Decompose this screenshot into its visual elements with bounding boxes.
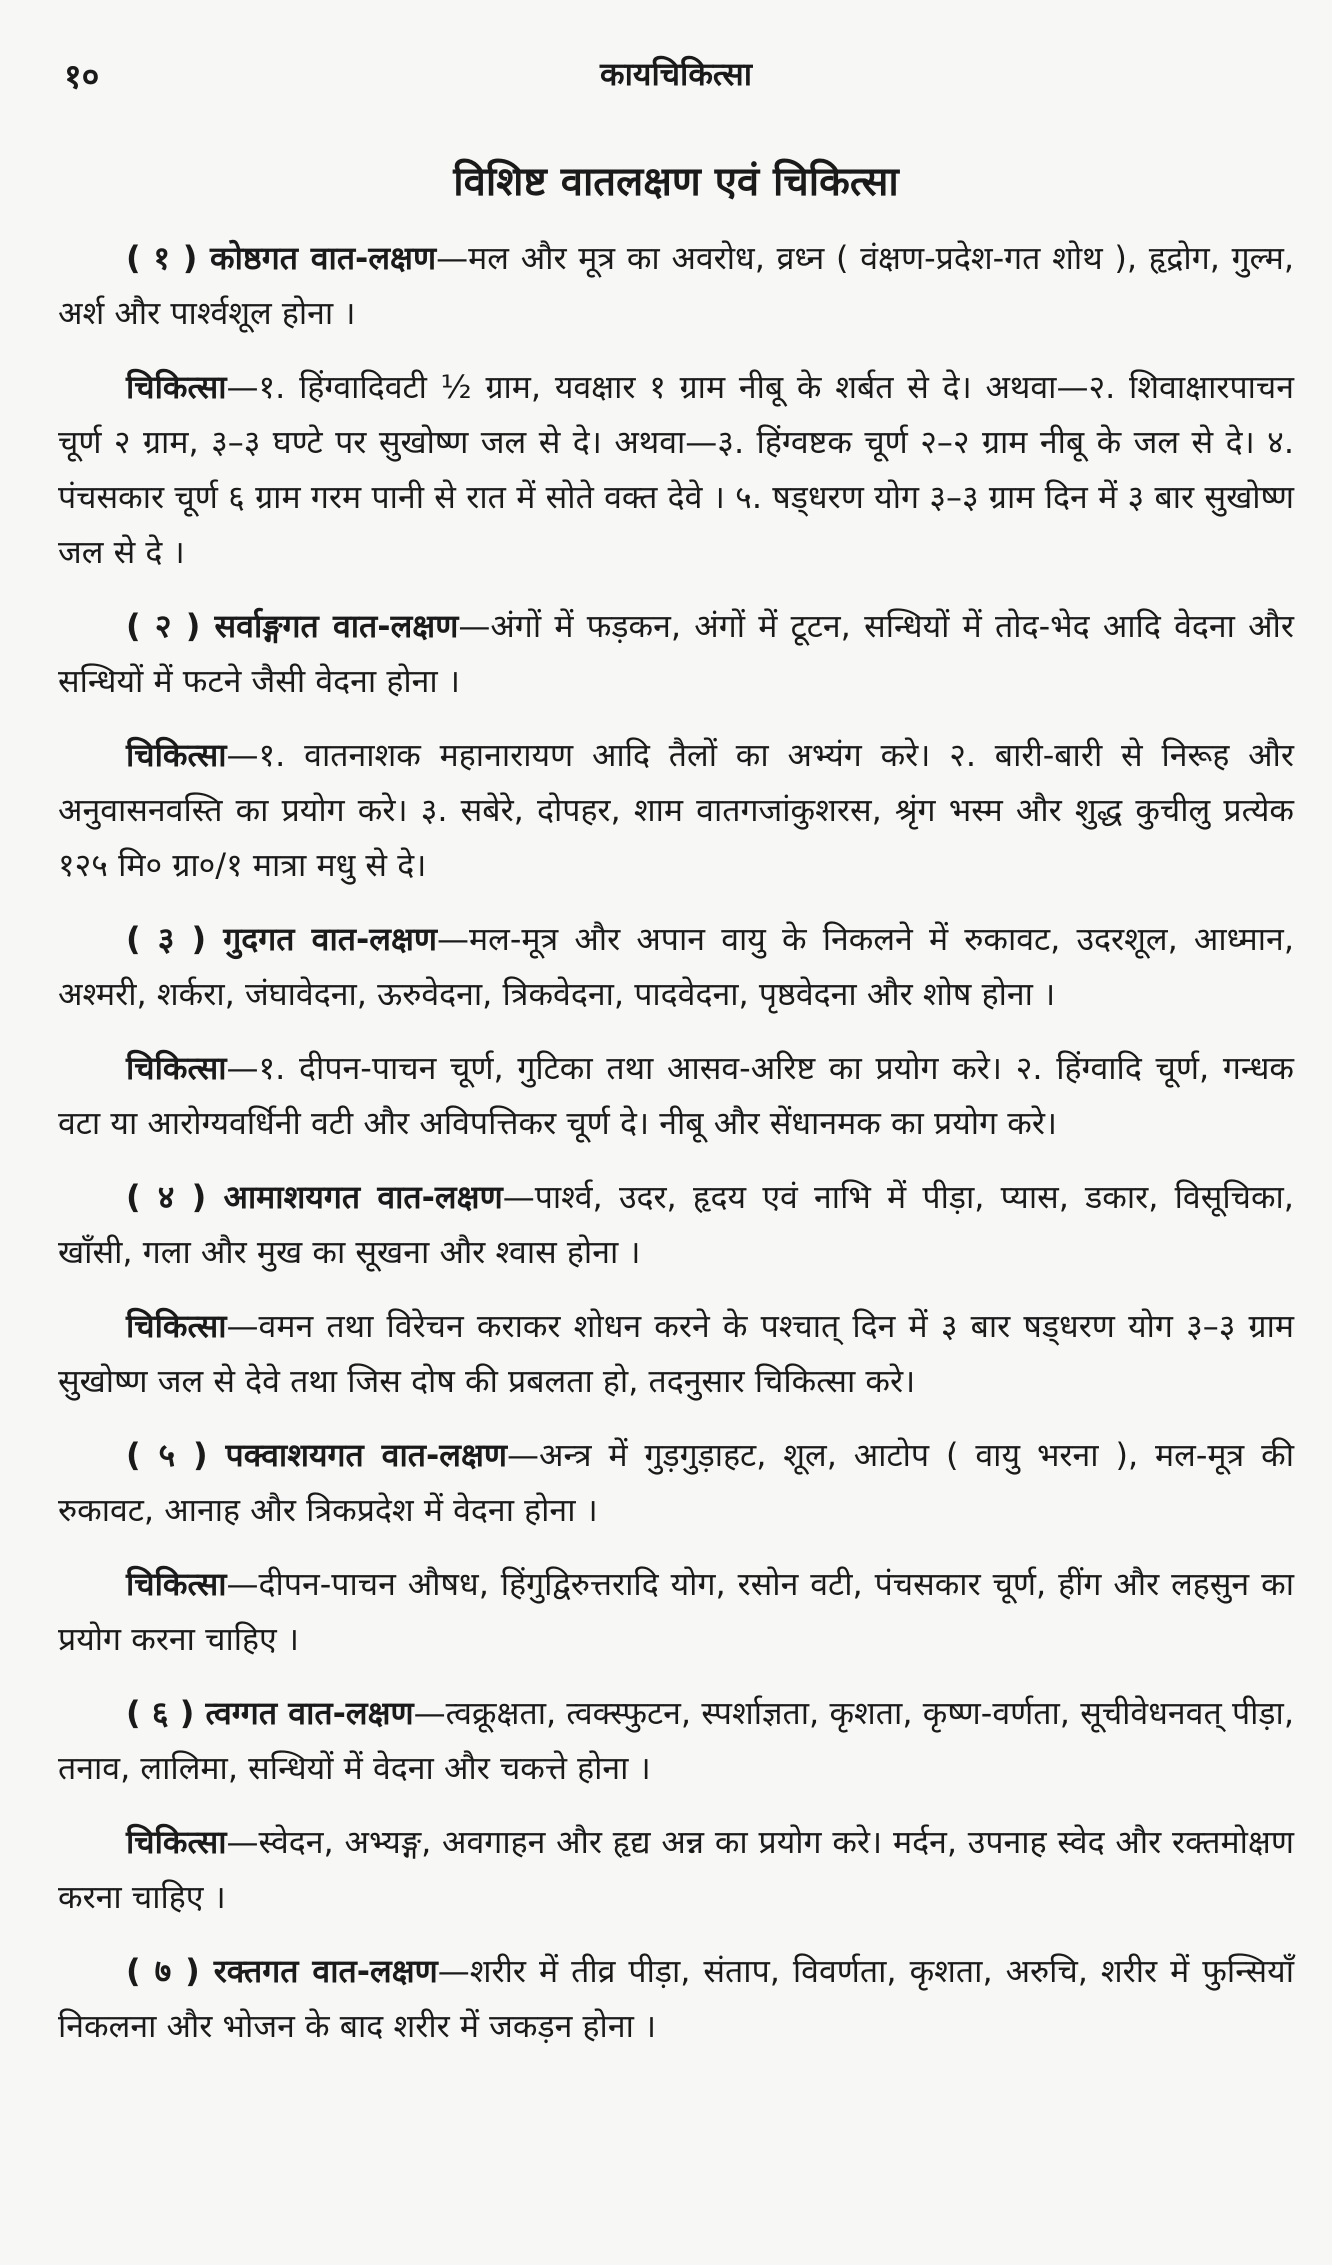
paragraph-text: —स्वेदन, अभ्यङ्ग, अवगाहन और हृद्य अन्न का प्रयोग करे। मर्दन, उपनाह स्वेद और रक्तमोक्षण करना चाहिए । [58,1823,1294,1916]
paragraph [58,1041,1294,1151]
page-number: १० [64,57,100,97]
page-body [58,231,1294,2054]
paragraph-text: —त्वक्रूक्षता, त्वक्स्फुटन, स्पर्शाज्ञता, कृशता, कृष्ण-वर्णता, सूचीवेधनवत् पीड़ा, तनाव, लालिमा, सन्धियों में वेदना और चकत्ते होना । [58,1694,1294,1787]
paragraph-lead: ( २ ) सर्वाङ्गगत वात-लक्षण [126,607,459,645]
page-header [58,52,1294,104]
paragraph [58,1299,1294,1409]
paragraph [58,1170,1294,1280]
paragraph [58,1815,1294,1925]
paragraph-text: —मल और मूत्र का अवरोध, व्रध्न ( वंक्षण-प्रदेश-गत शोथ ), हृद्रोग, गुल्म, अर्श और पार्श्वशूल होना । [58,239,1294,332]
paragraph-lead: चिकित्सा [126,1049,227,1087]
paragraph-lead: चिकित्सा [126,1307,227,1345]
paragraph-text: —वमन तथा विरेचन कराकर शोधन करने के पश्चात् दिन में ३ बार षड्धरण योग ३–३ ग्राम सुखोष्ण जल से देवे तथा जिस दोष की प्रबलता हो, तदनुसार चिकित्सा करे। [58,1307,1294,1400]
paragraph-text: —१. दीपन-पाचन चूर्ण, गुटिका तथा आसव-अरिष्ट का प्रयोग करे। २. हिंग्वादि चूर्ण, गन्धक वटा या आरोग्यवर्धिनी वटी और अविपत्तिकर चूर्ण दे। नीबू और सेंधानमक का प्रयोग करे। [58,1049,1294,1142]
paragraph-lead: ( ४ ) आमाशयगत वात-लक्षण [126,1178,503,1216]
paragraph-text: —अंगों में फड़कन, अंगों में टूटन, सन्धियों में तोद-भेद आदि वेदना और सन्धियों में फटने जैसी वेदना होना । [58,607,1294,700]
paragraph [58,599,1294,709]
paragraph [58,231,1294,341]
paragraph [58,1944,1294,2054]
paragraph-text: —पार्श्व, उदर, हृदय एवं नाभि में पीड़ा, प्यास, डकार, विसूचिका, खाँसी, गला और मुख का सूखना और श्वास होना । [58,1178,1294,1271]
paragraph [58,912,1294,1022]
paragraph-text: —अन्त्र में गुड़गुड़ाहट, शूल, आटोप ( वायु भरना ), मल-मूत्र की रुकावट, आनाह और त्रिकप्रदेश में वेदना होना । [58,1436,1294,1529]
paragraph-text: —मल-मूत्र और अपान वायु के निकलने में रुकावट, उदरशूल, आध्मान, अश्मरी, शर्करा, जंघावेदना, ऊरुवेदना, त्रिकवेदना, पादवेदना, पृष्ठवेदना और शोष होना । [58,920,1294,1013]
paragraph [58,1686,1294,1796]
paragraph [58,360,1294,580]
running-head: कायचिकित्सा [600,55,752,93]
paragraph-text: —१. हिंग्वादिवटी ½ ग्राम, यवक्षार १ ग्राम नीबू के शर्बत से दे। अथवा—२. शिवाक्षारपाचन चूर्ण २ ग्राम, ३–३ घण्टे पर सुखोष्ण जल से दे। अथवा—३. हिंग्वष्टक चूर्ण २–२ ग्राम नीबू के जल से दे। ४. पंचसकार चूर्ण ६ ग्राम गरम पानी से रात में सोते वक्त देवे । ५. षड्धरण योग ३–३ ग्राम दिन में ३ बार सुखोष्ण जल से दे । [58,368,1294,571]
paragraph-lead: चिकित्सा [126,1823,227,1861]
paragraph-lead: ( ६ ) त्वग्गत वात-लक्षण [126,1694,414,1732]
section-title: विशिष्ट वातलक्षण एवं चिकित्सा [453,159,899,205]
paragraph-lead: चिकित्सा [126,368,227,406]
paragraph-lead: ( ३ ) गुदगत वात-लक्षण [126,920,438,958]
paragraph-text: —शरीर में तीव्र पीड़ा, संताप, विवर्णता, कृशता, अरुचि, शरीर में फुन्सियाँ निकलना और भोजन के बाद शरीर में जकड़न होना । [58,1952,1294,2045]
paragraph [58,728,1294,893]
paragraph-lead: ( १ ) कोष्ठगत वात-लक्षण [126,239,437,277]
paragraph-text: —दीपन-पाचन औषध, हिंगुद्विरुत्तरादि योग, रसोन वटी, पंचसकार चूर्ण, हींग और लहसुन का प्रयोग करना चाहिए । [58,1565,1294,1658]
paragraph-lead: ( ७ ) रक्तगत वात-लक्षण [126,1952,438,1990]
paragraph-lead: ( ५ ) पक्वाशयगत वात-लक्षण [126,1436,508,1474]
paragraph [58,1557,1294,1667]
paragraph [58,1428,1294,1538]
paragraph-lead: चिकित्सा [126,736,227,774]
paragraph-lead: चिकित्सा [126,1565,227,1603]
paragraph-text: —१. वातनाशक महानारायण आदि तैलों का अभ्यंग करे। २. बारी-बारी से निरूह और अनुवासनवस्ति का प्रयोग करे। ३. सबेरे, दोपहर, शाम वातगजांकुशरस, श्रृंग भस्म और शुद्ध कुचीलु प्रत्येक १२५ मि० ग्रा०/१ मात्रा मधु से दे। [58,736,1294,884]
